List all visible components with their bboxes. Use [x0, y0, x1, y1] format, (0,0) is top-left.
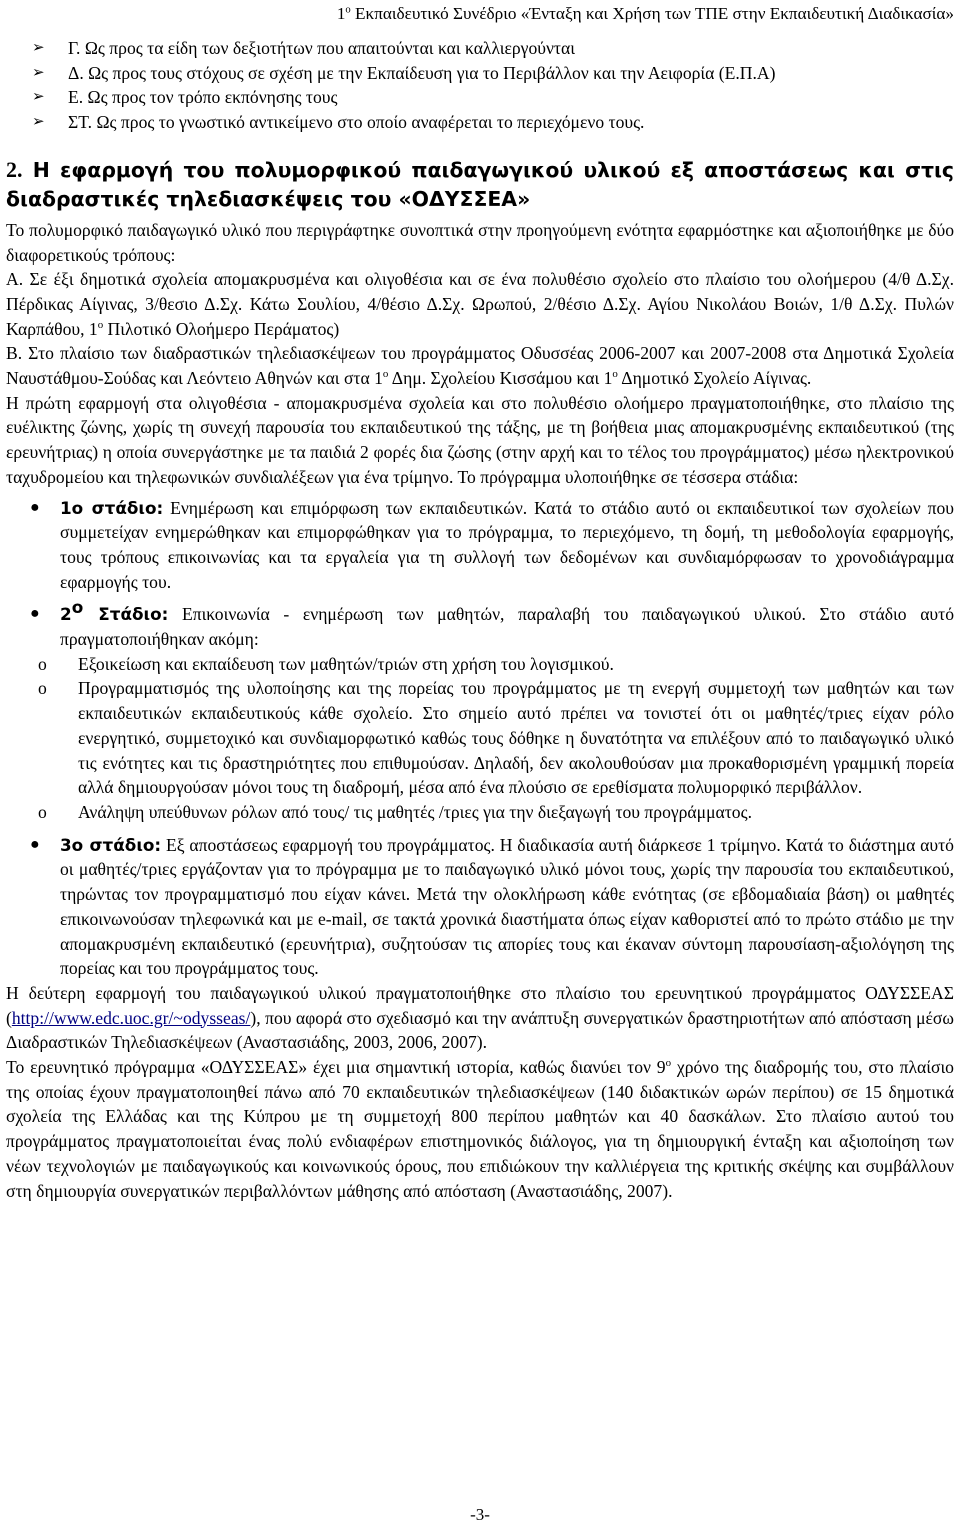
bullet-dot-icon: ●	[30, 605, 40, 623]
odysseas-link[interactable]: http://www.edc.uoc.gr/~odysseas/	[11, 1007, 251, 1028]
sublist-item	[6, 800, 954, 825]
criteria-list	[6, 36, 954, 135]
page-number: -3-	[470, 1505, 490, 1524]
section-number: 2.	[6, 156, 23, 182]
first-application-paragraph: Η πρώτη εφαρμογή στα ολιγοθέσια - απομακρυσμένα σχολεία και στο πολυθέσιο ολοήμερο πραγματοποιήθηκε, στο πλαίσιο της ευέλικτης ζώνης, χωρίς τη συνεχή παρουσία του εκπαιδευτικού της τάξης, με τη βοήθεια μιας απομακρυσμένης εκπαιδευτικού (της ερευνήτριας) η οποία συνεργάστηκε με τα παιδιά 2 φορές δια ζώσης (στην αρχή και το τέλος του προγράμματος) μέσω ηλεκτρονικού ταχυδρομείου και τηλεφωνικών συνδιαλέξεων για ένα τρίμηνο. Το πρόγραμμα υλοποιήθηκε σε τέσσερα στάδια:	[6, 392, 954, 487]
arrow-bullet-icon: ➢	[32, 40, 45, 56]
sublist-item	[6, 676, 954, 800]
stage-2-label-sup: ο	[71, 597, 84, 618]
paragraph-b-text-2: Δημ. Σχολείου Κισσάμου και 1	[388, 368, 613, 389]
sublist-marker: o	[38, 801, 47, 822]
stage-2-label: Στάδιο:	[83, 604, 169, 625]
paragraph-b	[6, 341, 954, 390]
sublist-marker: o	[38, 653, 47, 674]
list-item	[6, 61, 954, 86]
paragraph-b-text-3: Δημοτικό Σχολείο Αίγινας.	[617, 368, 812, 389]
history-sup: ο	[665, 1057, 672, 1070]
sublist-item-text: Ανάληψη υπεύθυνων ρόλων από τους/ τις μαθητές /τριες για την διεξαγωγή του προγράμματος.	[78, 801, 752, 822]
stage-1-body	[60, 496, 954, 595]
stage-3-text: Εξ αποστάσεως εφαρμογή του προγράμματος. Η διαδικασία αυτή διάρκεσε 1 τρίμηνο. Κατά το διάστημα αυτό οι μαθητές/τριες εργάζονταν για το πρόγραμμα με το παιδαγωγικό υλικό μόνοι τους, χωρίς την παρουσία του εκπαιδευτικού, τηρώντας τον προγραμματισμό που είχαν κάνει. Μετά την ολοκλήρωση κάθε ενότητας (σε εβδομαδιαία βάση) οι μαθητές επικοινωνούσαν τηλεφωνικά και με e-mail, σε τακτά χρονικά διαστήματα όπως είχαν καθοριστεί από το πρώτο στάδιο με την απομακρυσμένη εκπαιδευτικό (ερευνήτρια), συζητούσαν τις απορίες τους και έκαναν σύντομη παρουσίαση-αξιολόγηση της πορείας και του προγράμματος τους.	[60, 834, 954, 979]
paragraph-a-text: Α. Σε έξι δημοτικά σχολεία απομακρυσμένα και ολιγοθέσια και σε ένα πολυθέσιο σχολείο στο πλαίσιο του ολοήμερου (4/θ Δ.Σχ. Πέρδικας Αίγινας, 3/θεσιο Δ.Σχ. Κάτω Σουλίου, 4/θέσιο Δ.Σχ. Ωρωπού, 2/θέσιο Δ.Σχ. Αγίου Νικολάου Βοιών, 1/θ Δ.Σχ. Πυλών Καρπάθου, 1	[6, 269, 954, 339]
header-title: Εκπαιδευτικό Συνέδριο «Ένταξη και Χρήση των ΤΠΕ στην Εκπαιδευτική Διαδικασία»	[350, 4, 954, 23]
paragraph-b-sup-2: ο	[612, 368, 618, 381]
intro-paragraph: Το πολυμορφικό παιδαγωγικό υλικό που περιγράφτηκε συνοπτικά στην προηγούμενη ενότητα εφαρμόστηκε και αξιοποιήθηκε με δύο διαφορετικούς τρόπους:	[6, 219, 954, 265]
arrow-bullet-icon: ➢	[32, 64, 45, 81]
paragraph-a-tail: Πιλοτικό Ολοήμερο Περάματος)	[103, 318, 340, 339]
history-paragraph	[6, 1055, 954, 1203]
second-application-text-1: Η δεύτερη εφαρμογή του παιδαγωγικού υλικού πραγματοποιήθηκε στο πλαίσιο του ερευνητικού προγράμματος ΟΔΥΣΣΕΑΣ (	[6, 982, 954, 1028]
bullet-dot-icon: ●	[30, 835, 40, 853]
stage-2-item	[6, 597, 954, 651]
list-item-text: Γ. Ως προς τα είδη των δεξιοτήτων που απαιτούνται και καλλιεργούνται	[68, 38, 575, 58]
second-application-text-2: ), που αφορά στο σχεδιασμό και την ανάπτυξη συνεργατικών δραστηριοτήτων από απόσταση μέσω Διαδραστικών Τηλεδιασκέψεων (Αναστασιάδης, 2003, 2006, 2007).	[6, 1007, 954, 1053]
sublist-item-text: Εξοικείωση και εκπαίδευση των μαθητών/τριών στη χρήση του λογισμικού.	[78, 653, 614, 674]
paragraph-b-text-1: Β. Στο πλαίσιο των διαδραστικών τηλεδιασκέψεων του προγράμματος Οδυσσέας 2006-2007 και 2007-2008 στα Δημοτικά Σχολεία Ναυστάθμου-Σούδας και Λεόντειο Αθηνών και στα 1	[6, 343, 954, 389]
list-item	[6, 110, 954, 135]
stage-3-body	[60, 833, 954, 981]
stage-2-label-number: 2	[60, 604, 72, 625]
list-item	[6, 36, 954, 61]
header-number: 1	[336, 4, 346, 23]
arrow-bullet-icon: ➢	[32, 89, 45, 106]
sublist-marker: o	[38, 678, 47, 699]
arrow-bullet-icon: ➢	[32, 114, 45, 131]
list-item-text: Ε. Ως προς τον τρόπο εκπόνησης τους	[68, 87, 338, 108]
stage-1-label: 1ο στάδιο:	[60, 497, 164, 518]
paragraph-a-sup: ο	[97, 318, 104, 331]
list-item-text: Δ. Ως προς τους στόχους σε σχέση με την Εκπαίδευση για το Περιβάλλον και την Αειφορία (Ε.Π.Α)	[68, 62, 776, 83]
stage-2-text: Επικοινωνία - ενημέρωση των μαθητών, παραλαβή του παιδαγωγικού υλικού. Στο στάδιο αυτό πραγματοποιήθηκαν ακόμη:	[60, 604, 954, 650]
list-item-text: ΣΤ. Ως προς το γνωστικό αντικείμενο στο οποίο αναφέρεται το περιεχόμενο τους.	[68, 112, 645, 133]
paragraph-a	[6, 267, 954, 341]
section-title: Η εφαρμογή του πολυμορφικού παιδαγωγικού υλικού εξ αποστάσεως και στις διαδραστικές τηλεδιασκέψεις του «ΟΔΥΣΣΕΑ»	[6, 157, 954, 211]
list-item	[6, 85, 954, 110]
stage-3-label: 3ο στάδιο:	[60, 834, 162, 855]
sublist-item-text: Προγραμματισμός της υλοποίησης και της πορείας του προγράμματος με τη ενεργή συμμετοχή των μαθητών και των εκπαιδευτικών εκπαιδευτικούς κάθε σχολείο. Στο σημείο αυτό πρέπει να τονιστεί ότι οι μαθητές/τριες είχαν ρόλο ενεργητικό, συμμετοχικό και συνδιαμορφωτικό καθώς τους δόθηκε η δυνατότητα να επιλέξουν από το παιδαγωγικό υλικό τις ενότητες και τις δραστηριότητες που επιθυμούσαν. Δηλαδή, δεν ακολουθούσαν μια προκαθορισμένη γραμμική πορεία αλλά δημιουργούσαν μόνοι τους τη διαδρομή, μέσα από ένα πλούσιο σε ερεθίσματα πολυμορφικό περιβάλλον.	[78, 678, 954, 798]
second-application-paragraph	[6, 981, 954, 1055]
history-text-2: χρόνο της διαδρομής του, στο πλαίσιο της οποίας έχουν πραγματοποιηθεί πάνω από 70 εκπαιδευτικών τηλεδιασκέψεων (140 διδακτικών ωρών περίπου) σε 15 δημοτικά σχολεία της Ελλάδας και της Κύπρου με τη συμμετοχή 800 περίπου μαθητών και 40 δασκάλων. Στο πλαίσιο αυτού του προγράμματος πραγματοποιείται ένας πολύ ενδιαφέρων επιστημονικός διάλογος, για τη δημιουργική ένταξη και αξιοποίηση των νέων τεχνολογιών με παιδαγωγικούς και κοινωνικούς όρους, που επιδιώκουν την καλλιέργεια της κριτικής σκέψης και συμβάλλουν στη δημιουργία συνεργατικών περιβαλλόντων μάθησης από απόσταση (Αναστασιάδης, 2007).	[6, 1057, 954, 1201]
header-superscript: ο	[345, 4, 351, 16]
stage-3-item	[6, 833, 954, 981]
section-heading	[6, 155, 954, 214]
history-text-1: Το ερευνητικό πρόγραμμα «ΟΔΥΣΣΕΑΣ» έχει μια σημαντική ιστορία, καθώς διανύει τον 9	[6, 1057, 666, 1078]
stage-2-sublist	[6, 652, 954, 825]
running-header	[6, 0, 954, 36]
stage-1-text: Ενημέρωση και επιμόρφωση των εκπαιδευτικών. Κατά το στάδιο αυτό οι εκπαιδευτικοί των σχολείων που συμμετείχαν ενημερώθηκαν και επιμορφώθηκαν για το πρόγραμμα, το περιεχόμενο, τη δομή, τη μεθοδολογία εφαρμογής, τους τρόπους επικοινωνίας και τα εργαλεία για τη συλλογή των δεδομένων και συνδιαμόρφωσαν το χρονοδιάγραμμα εφαρμογής του.	[60, 497, 954, 592]
sublist-item	[6, 652, 954, 677]
stage-1-item	[6, 496, 954, 595]
stage-2-body	[60, 597, 954, 651]
bullet-dot-icon: ●	[30, 498, 40, 516]
paragraph-b-sup-1: ο	[382, 368, 389, 381]
